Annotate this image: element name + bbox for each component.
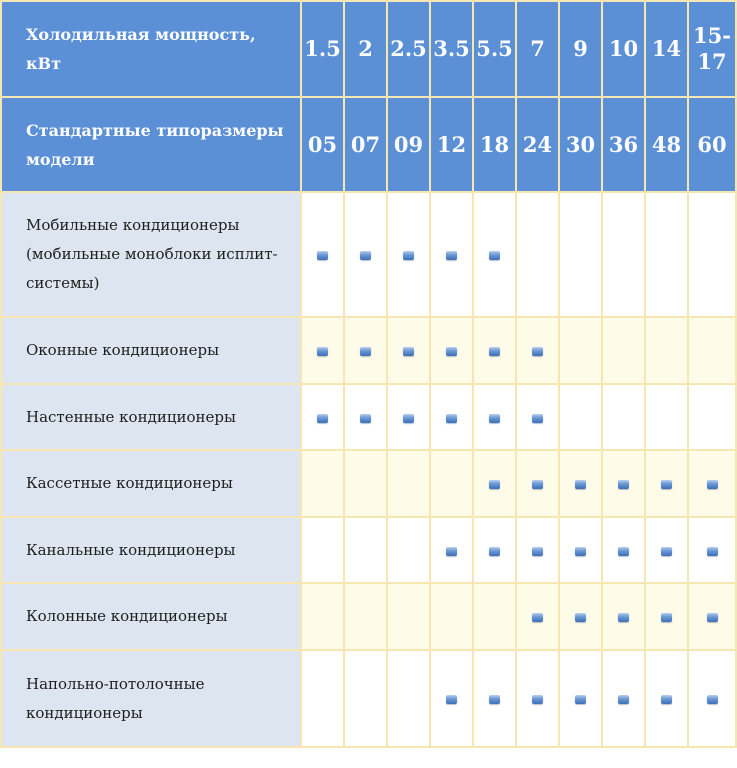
table-cell: [646, 451, 689, 518]
table-cell: [560, 193, 603, 318]
model-value: 12: [431, 98, 474, 193]
table-cell: [474, 385, 517, 451]
availability-marker-icon: [661, 480, 672, 489]
availability-marker-icon: [575, 547, 586, 556]
availability-marker-icon: [707, 480, 718, 489]
table-cell: [431, 584, 474, 651]
availability-marker-icon: [661, 547, 672, 556]
model-value: 05: [302, 98, 345, 193]
availability-marker-icon: [489, 695, 500, 704]
row-label: Кассетные кондиционеры: [0, 451, 302, 518]
model-header-row: [0, 98, 737, 193]
table-cell: [302, 651, 345, 748]
table-cell: [517, 193, 560, 318]
model-value: 30: [560, 98, 603, 193]
row-label: Настенные кондиционеры: [0, 385, 302, 451]
table-cell: [302, 193, 345, 318]
table-row: [0, 193, 737, 318]
table-cell: [302, 451, 345, 518]
table-cell: [345, 318, 388, 385]
row-label: Оконные кондиционеры: [0, 318, 302, 385]
table-cell: [431, 518, 474, 584]
capacity-value: 14: [646, 0, 689, 98]
table-cell: [345, 451, 388, 518]
table-cell: [603, 518, 646, 584]
table-row: [0, 451, 737, 518]
availability-marker-icon: [707, 695, 718, 704]
availability-marker-icon: [489, 251, 500, 260]
table-row: [0, 518, 737, 584]
table-cell: [560, 584, 603, 651]
table-cell: [517, 584, 560, 651]
availability-marker-icon: [317, 347, 328, 356]
table-cell: [388, 451, 431, 518]
table-cell: [560, 385, 603, 451]
table-cell: [689, 318, 737, 385]
table-row: [0, 385, 737, 451]
availability-marker-icon: [403, 414, 414, 423]
table-cell: [603, 193, 646, 318]
availability-marker-icon: [403, 251, 414, 260]
availability-marker-icon: [317, 414, 328, 423]
table-cell: [345, 518, 388, 584]
table-cell: [431, 651, 474, 748]
table-cell: [689, 651, 737, 748]
table-cell: [646, 318, 689, 385]
table-cell: [689, 193, 737, 318]
table-cell: [646, 651, 689, 748]
table-cell: [689, 385, 737, 451]
table-cell: [474, 451, 517, 518]
table-cell: [646, 518, 689, 584]
availability-marker-icon: [532, 613, 543, 622]
capacity-header-label: Холодильная мощность, кВт: [0, 0, 302, 98]
availability-marker-icon: [618, 480, 629, 489]
table-cell: [517, 451, 560, 518]
table-cell: [431, 451, 474, 518]
table-cell: [603, 318, 646, 385]
table-cell: [603, 584, 646, 651]
table-cell: [302, 584, 345, 651]
table-cell: [517, 518, 560, 584]
availability-marker-icon: [661, 613, 672, 622]
row-label: Напольно-потолочные кондиционеры: [0, 651, 302, 748]
model-value: 36: [603, 98, 646, 193]
capacity-value: 10: [603, 0, 646, 98]
table-cell: [560, 451, 603, 518]
table-cell: [646, 385, 689, 451]
table-cell: [302, 518, 345, 584]
model-value: 48: [646, 98, 689, 193]
table-cell: [388, 651, 431, 748]
table-cell: [689, 584, 737, 651]
capacity-header-row: [0, 0, 737, 98]
availability-marker-icon: [707, 547, 718, 556]
capacity-value: 7: [517, 0, 560, 98]
table-cell: [474, 584, 517, 651]
table-cell: [603, 651, 646, 748]
availability-marker-icon: [532, 547, 543, 556]
table-cell: [388, 318, 431, 385]
table-cell: [388, 385, 431, 451]
capacity-value: 2: [345, 0, 388, 98]
availability-marker-icon: [618, 613, 629, 622]
model-value: 24: [517, 98, 560, 193]
row-label: Колонные кондиционеры: [0, 584, 302, 651]
table-row: [0, 318, 737, 385]
availability-marker-icon: [360, 414, 371, 423]
table-cell: [345, 584, 388, 651]
table-cell: [517, 651, 560, 748]
availability-marker-icon: [575, 695, 586, 704]
capacity-value: 1.5: [302, 0, 345, 98]
model-value: 07: [345, 98, 388, 193]
table-cell: [560, 651, 603, 748]
capacity-value: 3.5: [431, 0, 474, 98]
row-label: Канальные кондиционеры: [0, 518, 302, 584]
availability-marker-icon: [489, 547, 500, 556]
availability-marker-icon: [403, 347, 414, 356]
table-cell: [345, 193, 388, 318]
availability-marker-icon: [446, 414, 457, 423]
table-cell: [603, 385, 646, 451]
table-cell: [431, 385, 474, 451]
availability-marker-icon: [446, 547, 457, 556]
capacity-value: 15-17: [689, 0, 737, 98]
availability-marker-icon: [532, 480, 543, 489]
availability-marker-icon: [575, 613, 586, 622]
availability-marker-icon: [489, 414, 500, 423]
availability-marker-icon: [661, 695, 672, 704]
availability-marker-icon: [446, 251, 457, 260]
model-value: 09: [388, 98, 431, 193]
table-cell: [474, 318, 517, 385]
table-cell: [517, 318, 560, 385]
table-cell: [388, 584, 431, 651]
table-cell: [517, 385, 560, 451]
availability-marker-icon: [360, 251, 371, 260]
table-cell: [388, 518, 431, 584]
table-cell: [474, 193, 517, 318]
table-cell: [560, 518, 603, 584]
availability-marker-icon: [618, 695, 629, 704]
availability-marker-icon: [489, 347, 500, 356]
availability-marker-icon: [489, 480, 500, 489]
capacity-value: 9: [560, 0, 603, 98]
table-cell: [302, 385, 345, 451]
table-cell: [474, 518, 517, 584]
table-cell: [345, 651, 388, 748]
table-cell: [388, 193, 431, 318]
table-cell: [431, 193, 474, 318]
table-row: [0, 651, 737, 748]
table-cell: [603, 451, 646, 518]
availability-marker-icon: [317, 251, 328, 260]
availability-marker-icon: [446, 695, 457, 704]
table-cell: [431, 318, 474, 385]
model-value: 18: [474, 98, 517, 193]
table-row: [0, 584, 737, 651]
model-value: 60: [689, 98, 737, 193]
table-cell: [474, 651, 517, 748]
model-header-label: Стандартные типоразмеры модели: [0, 98, 302, 193]
capacity-value: 2.5: [388, 0, 431, 98]
availability-marker-icon: [360, 347, 371, 356]
row-label: Мобильные кондиционеры (мобильные моноблоки исплит-системы): [0, 193, 302, 318]
table-cell: [302, 318, 345, 385]
table-cell: [345, 385, 388, 451]
capacity-value: 5.5: [474, 0, 517, 98]
availability-marker-icon: [575, 480, 586, 489]
availability-marker-icon: [707, 613, 718, 622]
availability-marker-icon: [532, 347, 543, 356]
availability-marker-icon: [532, 695, 543, 704]
table-cell: [689, 451, 737, 518]
table-cell: [689, 518, 737, 584]
table-cell: [560, 318, 603, 385]
availability-marker-icon: [618, 547, 629, 556]
availability-marker-icon: [532, 414, 543, 423]
availability-marker-icon: [446, 347, 457, 356]
table-cell: [646, 193, 689, 318]
table-cell: [646, 584, 689, 651]
